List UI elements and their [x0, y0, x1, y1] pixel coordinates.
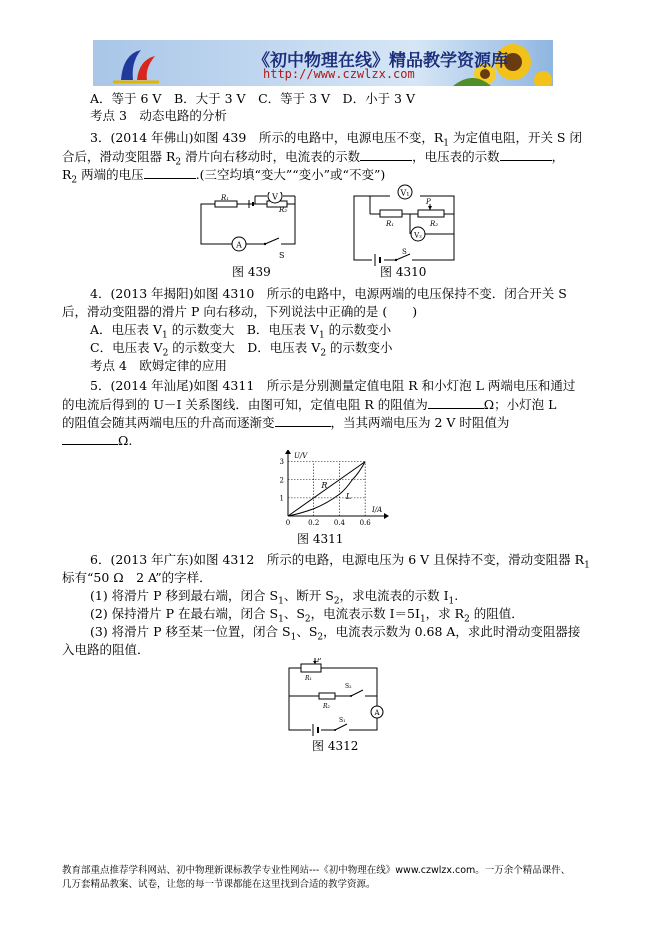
q5-line3: 的阻值会随其两端电压的升高而逐渐变 ，当其两端电压为 2 V 时阻值为 — [62, 415, 510, 430]
svg-text:R₂: R₂ — [323, 703, 330, 710]
y-tick-label: 1 — [279, 494, 284, 503]
x-tick-label: 0 — [285, 519, 291, 527]
x-tick-label: 0.4 — [333, 519, 345, 527]
q6-part3: (3) 将滑片 P 移至某一位置，闭合 $S_1$、$S_2$，电流表示数为 0.68 A，求此时滑动变阻器接 — [90, 624, 581, 643]
ammeter-icon — [371, 706, 383, 718]
series-label-R: R — [321, 480, 328, 490]
svg-text:P: P — [317, 658, 322, 664]
x-tick-label: 0.6 — [359, 519, 371, 527]
header-banner — [93, 40, 553, 86]
x-tick-label: 0.2 — [308, 519, 320, 527]
answer-blank — [62, 432, 118, 445]
voltmeter-v1-icon — [390, 185, 420, 200]
rheostat-icon — [301, 658, 322, 682]
q3-line3: $R_2$ 两端的电压 .(三空均填“变大”“变小”或“不变”) — [62, 167, 386, 186]
ammeter-icon — [232, 237, 246, 251]
q6-part1: (1) 将滑片 P 移到最右端，闭合 $S_1$、断开 $S_2$，求电流表的示数 $I_1$. — [90, 588, 459, 607]
q4-options-cd: C．电压表 $V_2$ 的示数变大 D．电压表 $V_2$ 的示数变小 — [90, 340, 393, 359]
svg-text:A: A — [374, 709, 380, 717]
y-tick-label: 2 — [279, 476, 284, 485]
answer-blank — [360, 148, 412, 161]
svg-text:P: P — [426, 198, 431, 206]
switch-s1-icon — [334, 717, 349, 734]
svg-text:S₂: S₂ — [345, 683, 352, 690]
q4-line2: 后，滑动变阻器的滑片 P 向右移动，下列说法中正确的是 ( ) — [62, 304, 418, 319]
svg-text:R₁: R₁ — [305, 675, 312, 682]
answer-blank — [500, 148, 552, 161]
figure-caption-4310: 图 4310 — [380, 265, 427, 279]
y-axis-arrow-icon — [285, 450, 291, 454]
resistor-r2-icon — [319, 693, 335, 710]
y-axis-label: U/V — [294, 452, 308, 460]
series-label-L: L — [345, 491, 352, 501]
q6-line2: 标有“50 Ω 2 A”的字样． — [62, 570, 212, 585]
answer-blank — [275, 414, 331, 427]
q5-line4: Ω. — [62, 432, 132, 449]
svg-text:V₂: V₂ — [414, 231, 422, 240]
svg-text:V₁: V₁ — [400, 188, 410, 198]
switch-icon — [264, 238, 285, 260]
q2-options: A．等于 6 V B．大于 3 V C．等于 3 V D．小于 3 V — [90, 91, 416, 106]
svg-text:R₂: R₂ — [430, 220, 439, 228]
x-axis-arrow-icon — [384, 513, 389, 519]
svg-text:S₁: S₁ — [339, 717, 346, 724]
q4-options-ab: A．电压表 $V_1$ 的示数变大 B．电压表 $V_1$ 的示数变小 — [90, 322, 392, 341]
circuit-diagram-4312 — [283, 658, 393, 738]
voltmeter-icon — [255, 192, 295, 204]
switch-s2-icon — [345, 683, 365, 700]
svg-text:R₁: R₁ — [221, 194, 230, 202]
banner-url[interactable]: http://www.czwlzx.com — [263, 67, 415, 81]
q5-line2: 的电流后得到的 U－I 关系图线．由图可知，定值电阻 R 的阻值为 Ω；小灯泡 L — [62, 397, 557, 412]
answer-blank — [428, 396, 484, 409]
svg-text:R₁: R₁ — [386, 220, 395, 228]
svg-text:V: V — [272, 192, 278, 202]
circuit-diagram-439 — [195, 192, 305, 264]
figure-caption-4312: 图 4312 — [312, 739, 359, 753]
q4-line1: 4．(2013 年揭阳)如图 4310 所示的电路中，电源两端的电压保持不变．闭合开关 S — [90, 286, 567, 301]
battery-icon — [311, 724, 321, 736]
q5-line1: 5．(2014 年汕尾)如图 4311 所示是分别测量定值电阻 R 和小灯泡 L 两端电压和通过 — [90, 378, 576, 393]
x-axis-label: I/A — [372, 506, 383, 514]
figure-caption-4311: 图 4311 — [297, 532, 344, 546]
figure-caption-439: 图 439 — [232, 265, 271, 279]
y-tick-label: 3 — [279, 458, 284, 467]
circuit-diagram-4310 — [350, 182, 462, 268]
section-heading-4: 考点 4 欧姆定律的应用 — [90, 358, 227, 373]
ui-graph-4311 — [272, 450, 392, 532]
q3-line2: 合后，滑动变阻器 $R_2$ 滑片向右移动时，电流表的示数 ，电压表的示数 ， — [62, 149, 565, 168]
q6-line1: 6．(2013 年广东)如图 4312 所示的电路，电源电压为 6 V 且保持不变，滑动变阻器 $R_1$ — [90, 552, 590, 571]
switch-icon — [395, 248, 412, 264]
section-heading-3: 考点 3 动态电路的分析 — [90, 108, 227, 123]
svg-text:R₂: R₂ — [279, 206, 288, 214]
q3-line1: 3．(2014 年佛山)如图 439 所示的电路中，电源电压不变，$R_1$ 为定值电阻，开关 S 闭 — [90, 130, 582, 149]
svg-text:S: S — [402, 248, 407, 256]
svg-text:A: A — [236, 240, 242, 250]
footer-line-1: 教育部重点推荐学科网站、初中物理新课标教学专业性网站---《初中物理在线》www.czwlzx.com。一万余个精品课件、 — [62, 865, 571, 876]
q6-part3-cont: 入电路的阻值． — [62, 642, 150, 657]
answer-blank — [144, 166, 196, 179]
banner-title: 《初中物理在线》精品教学资源库 — [253, 51, 508, 71]
svg-text:S: S — [279, 251, 285, 260]
q6-part2: (2) 保持滑片 P 在最右端，闭合 $S_1$、$S_2$，电流表示数 $I=5I_1$，求 $R_2$ 的阻值． — [90, 606, 524, 625]
footer-line-2: 几万套精品教案、试卷，让您的每一节课都能在这里找到合适的教学资源。 — [62, 879, 376, 890]
